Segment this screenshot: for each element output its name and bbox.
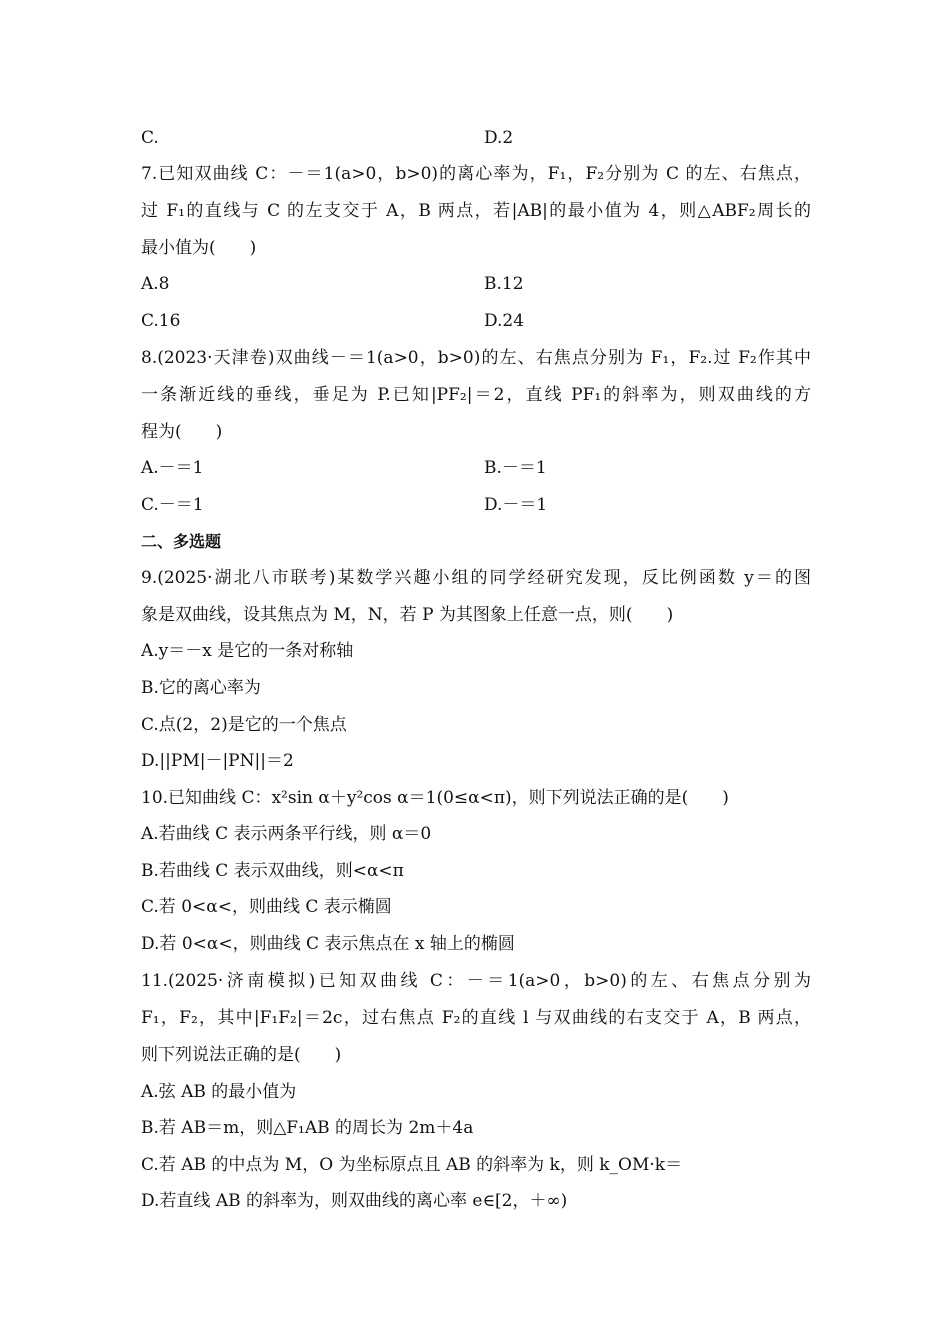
question-8-option-a: A.－＝1 bbox=[141, 458, 204, 478]
question-7-option-d: D.24 bbox=[484, 311, 525, 331]
question-10-option-d: D.若 0<α<，则曲线 C 表示焦点在 x 轴上的椭圆 bbox=[141, 934, 515, 954]
question-8-line-2: 一条渐近线的垂线，垂足为 P.已知|PF₂|＝2，直线 PF₁的斜率为，则双曲线的方 bbox=[141, 385, 811, 405]
question-11-option-b: B.若 AB＝m，则△F₁AB 的周长为 2m＋4a bbox=[141, 1118, 474, 1138]
option-c-prev: C. bbox=[141, 128, 159, 148]
question-7-line-1: 7.已知双曲线 C：－＝1(a>0，b>0)的离心率为，F₁，F₂分别为 C 的左、右焦点， bbox=[141, 164, 811, 184]
question-9-option-b: B.它的离心率为 bbox=[141, 678, 261, 698]
question-7-option-b: B.12 bbox=[484, 274, 524, 294]
question-7-option-a: A.8 bbox=[141, 274, 170, 294]
section-heading: 二、多选题 bbox=[141, 532, 222, 551]
question-11-option-a: A.弦 AB 的最小值为 bbox=[141, 1082, 297, 1102]
option-d-prev: D.2 bbox=[484, 128, 514, 148]
question-9-line-1: 9.(2025·湖北八市联考)某数学兴趣小组的同学经研究发现，反比例函数 y＝的图 bbox=[141, 568, 811, 588]
question-8-option-c: C.－＝1 bbox=[141, 495, 204, 515]
question-10-option-c: C.若 0<α<，则曲线 C 表示椭圆 bbox=[141, 897, 392, 917]
question-11-line-2: F₁，F₂，其中|F₁F₂|＝2c，过右焦点 F₂的直线 l 与双曲线的右支交于 A，B 两点， bbox=[141, 1008, 811, 1028]
question-8-line-3: 程为( ) bbox=[141, 422, 223, 442]
question-10-option-b: B.若曲线 C 表示双曲线，则<α<π bbox=[141, 861, 404, 881]
question-8-option-b: B.－＝1 bbox=[484, 458, 547, 478]
question-9-line-2: 象是双曲线，设其焦点为 M，N，若 P 为其图象上任意一点，则( ) bbox=[141, 605, 674, 625]
question-11-option-d: D.若直线 AB 的斜率为，则双曲线的离心率 e∈[2，＋∞) bbox=[141, 1191, 568, 1211]
question-11-line-1: 11.(2025·济南模拟)已知双曲线 C：－＝1(a>0，b>0)的左、右焦点分别为 bbox=[141, 971, 811, 991]
question-11-line-3: 则下列说法正确的是( ) bbox=[141, 1045, 342, 1065]
question-8-option-d: D.－＝1 bbox=[484, 495, 548, 515]
question-9-option-a: A.y＝－x 是它的一条对称轴 bbox=[141, 641, 354, 661]
question-10-option-a: A.若曲线 C 表示两条平行线，则 α＝0 bbox=[141, 824, 432, 844]
question-7-option-c: C.16 bbox=[141, 311, 181, 331]
question-8-line-1: 8.(2023·天津卷)双曲线－＝1(a>0，b>0)的左、右焦点分别为 F₁，F₂.过 F₂作其中 bbox=[141, 348, 811, 368]
question-9-option-d: D.||PM|－|PN||＝2 bbox=[141, 751, 294, 771]
question-11-option-c: C.若 AB 的中点为 M，O 为坐标原点且 AB 的斜率为 k，则 k_OM·k＝ bbox=[141, 1155, 683, 1175]
question-7-line-3: 最小值为( ) bbox=[141, 238, 257, 258]
question-10-line-1: 10.已知曲线 C：x²sin α＋y²cos α＝1(0≤α<π)，则下列说法正确的是( ) bbox=[141, 788, 729, 808]
question-7-line-2: 过 F₁的直线与 C 的左支交于 A，B 两点，若|AB|的最小值为 4，则△ABF₂周长的 bbox=[141, 201, 811, 221]
question-9-option-c: C.点(2，2)是它的一个焦点 bbox=[141, 715, 347, 735]
